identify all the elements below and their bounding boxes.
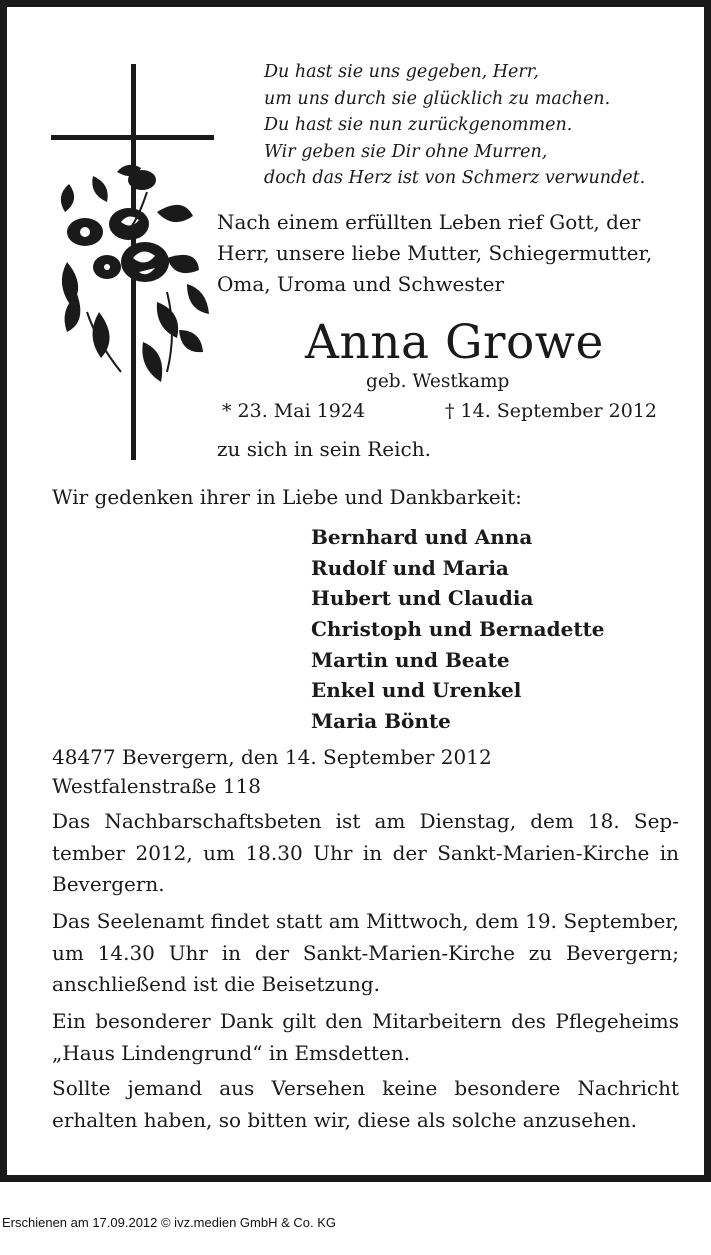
mourner-entry: Hubert und Claudia [311, 586, 534, 611]
intro-line: Oma, Uroma und Schwester [217, 272, 505, 296]
notification-notice: Sollte jemand aus Versehen keine besondere Nachricht erhalten haben, so bitten wir, diese als solche anzusehen. [52, 1076, 679, 1132]
deceased-name: Anna Growe [305, 315, 604, 370]
reich-line: zu sich in sein Reich. [217, 437, 431, 461]
mourner-entry: Enkel und Urenkel [311, 678, 522, 703]
address-line: 48477 Bevergern, den 14. September 2012 [52, 745, 492, 769]
intro-line: Nach einem erfüllten Leben rief Gott, der [217, 210, 641, 234]
death-date: † 14. September 2012 [445, 400, 657, 422]
intro-text [217, 207, 652, 300]
maiden-name: geb. Westkamp [366, 371, 510, 392]
intro-line: Herr, unsere liebe Mutter, Schiegermutter, [217, 241, 653, 265]
poem-line: doch das Herz ist von Schmerz verwundet. [264, 168, 646, 188]
birth-date: * 23. Mai 1924 [222, 400, 366, 422]
mourner-entry: Bernhard und Anna [311, 525, 533, 549]
mourner-entry: Martin und Beate [311, 647, 510, 672]
mourner-entry: Christoph und Bernadette [311, 617, 605, 642]
poem-line: Du hast sie nun zurückgenommen. [264, 115, 573, 135]
address-line: Westfalenstraße 118 [52, 774, 262, 798]
mourner-entry: Rudolf und Maria [311, 555, 509, 580]
mourner-entry: Maria Bönte [311, 709, 451, 734]
address-block [52, 743, 492, 801]
poem-verse [264, 59, 645, 192]
poem-line: um uns durch sie glücklich zu machen. [264, 88, 611, 109]
remembrance-line: Wir gedenken ihrer in Liebe und Dankbarkeit: [52, 485, 522, 509]
publication-footer: Erschienen am 17.09.2012 © ivz.medien GmbH & Co. KG [2, 1215, 337, 1230]
poem-line: Wir geben sie Dir ohne Murren, [264, 141, 548, 162]
cross-with-roses-icon [47, 62, 217, 462]
prayer-notice: Das Nachbarschaftsbeten ist am Dienstag, dem 18. September 2012, um 18.30 Uhr in der Sankt-Marien-Kirche in Bevergern. [52, 809, 679, 896]
mourners-list [311, 522, 605, 737]
poem-line: Du hast sie uns gegeben, Herr, [264, 62, 539, 82]
thanks-notice: Ein besonderer Dank gilt den Mitarbeitern des Pflegeheims „Haus Lindengrund“ in Emsdetten. [52, 1009, 679, 1065]
requiem-notice: Das Seelenamt findet statt am Mittwoch, dem 19. September, um 14.30 Uhr in der Sankt-Marien-Kirche zu Bevergern; anschließend ist die Beisetzung. [52, 909, 679, 996]
